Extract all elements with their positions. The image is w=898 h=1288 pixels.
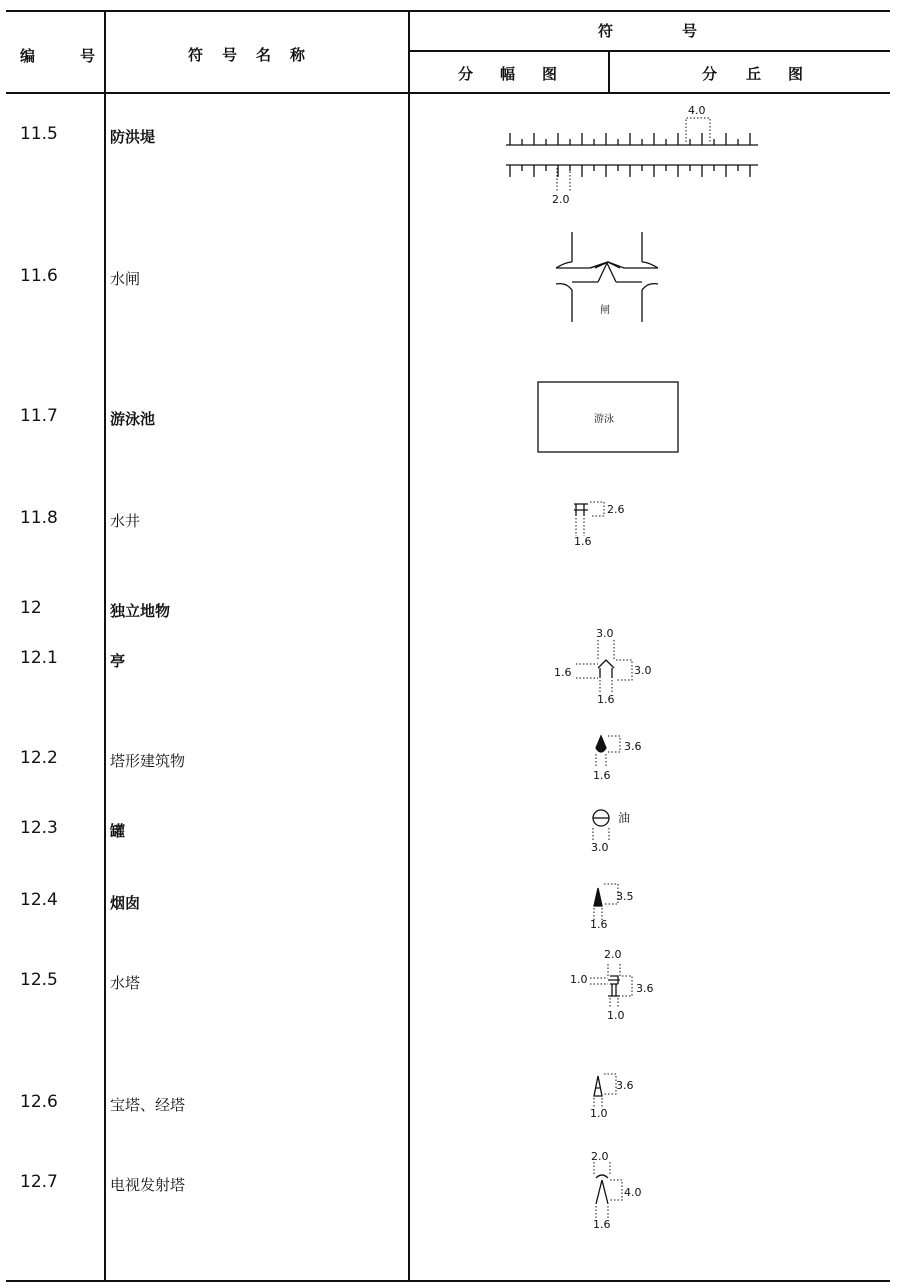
- header-sheet-char-2: 幅: [500, 65, 516, 83]
- header-sheet-char-3: 图: [542, 65, 558, 83]
- pagoda-dim-bottom: 1.0: [590, 1107, 608, 1120]
- row-number-12-5: 12.5: [20, 970, 58, 990]
- well-dim-right: 2.6: [607, 503, 625, 516]
- pavilion-dim-left: 1.6: [554, 666, 572, 679]
- pavilion-symbol: [576, 640, 632, 692]
- dike-symbol: [506, 118, 758, 192]
- row-name-11-6: 水闸: [110, 270, 141, 288]
- chimney-symbol: [594, 884, 618, 920]
- header-hill-char-1: 分: [702, 65, 718, 83]
- tank-symbol: [593, 810, 609, 840]
- header-name-char-3: 名: [256, 46, 272, 64]
- header-hill-char-3: 图: [788, 65, 804, 83]
- water-tower-dim-top: 2.0: [604, 948, 622, 961]
- pool-label: 游泳: [594, 414, 614, 425]
- row-number-12-3: 12.3: [20, 818, 58, 838]
- header-number-char-2: 号: [80, 47, 96, 65]
- dike-bottom-dim: 2.0: [552, 193, 570, 206]
- header-symbol-char-2: 号: [682, 22, 698, 40]
- tv-tower-dim-top: 2.0: [591, 1150, 609, 1163]
- header-hill-char-2: 丘: [746, 65, 762, 83]
- row-name-12-6: 宝塔、经塔: [110, 1096, 186, 1114]
- row-name-12-5: 水塔: [110, 974, 141, 992]
- row-name-11-7: 游泳池: [110, 410, 156, 428]
- row-number-11-8: 11.8: [20, 508, 58, 528]
- row-name-12-2: 塔形建筑物: [110, 752, 186, 770]
- pavilion-dim-top: 3.0: [596, 627, 614, 640]
- water-tower-dim-bottom: 1.0: [607, 1009, 625, 1022]
- pagoda-symbol: [594, 1074, 616, 1108]
- row-number-12-7: 12.7: [20, 1172, 58, 1192]
- pavilion-dim-right: 3.0: [634, 664, 652, 677]
- water-tower-dim-left: 1.0: [570, 973, 588, 986]
- row-name-12-1: 亭: [110, 652, 126, 670]
- tv-tower-dim-bottom: 1.6: [593, 1218, 611, 1231]
- row-number-11-6: 11.6: [20, 266, 58, 286]
- header-number-char-1: 编: [20, 47, 36, 65]
- row-number-12: 12: [20, 598, 42, 618]
- row-number-12-2: 12.2: [20, 748, 58, 768]
- header-symbol-char-1: 符: [598, 22, 614, 40]
- water-tower-symbol: [590, 964, 632, 1008]
- pagoda-dim-right: 3.6: [616, 1079, 634, 1092]
- tower-building-symbol: [596, 736, 620, 768]
- header-name-char-4: 称: [290, 46, 306, 64]
- row-name-12-7: 电视发射塔: [110, 1176, 186, 1194]
- row-number-12-1: 12.1: [20, 648, 58, 668]
- header-name-char-1: 符: [188, 46, 204, 64]
- water-tower-dim-right: 3.6: [636, 982, 654, 995]
- row-name-12: 独立地物: [110, 602, 171, 620]
- pavilion-dim-bottom: 1.6: [597, 693, 615, 706]
- sluice-label: 闸: [600, 305, 610, 316]
- row-number-12-6: 12.6: [20, 1092, 58, 1112]
- row-name-11-5: 防洪堤: [110, 128, 156, 146]
- header-sheet-char-1: 分: [458, 65, 474, 83]
- tv-tower-dim-right: 4.0: [624, 1186, 642, 1199]
- row-name-12-3: 罐: [110, 822, 126, 840]
- well-dim-bottom: 1.6: [574, 535, 592, 548]
- chimney-dim-bottom: 1.6: [590, 918, 608, 931]
- tank-dim-bottom: 3.0: [591, 841, 609, 854]
- chimney-dim-right: 3.5: [616, 890, 634, 903]
- row-number-11-5: 11.5: [20, 124, 58, 144]
- well-symbol: [574, 502, 604, 536]
- row-name-11-8: 水井: [110, 512, 141, 530]
- row-name-12-4: 烟囱: [110, 894, 141, 912]
- dike-top-dim: 4.0: [688, 104, 706, 117]
- tower-dim-right: 3.6: [624, 740, 642, 753]
- tower-dim-bottom: 1.6: [593, 769, 611, 782]
- row-number-11-7: 11.7: [20, 406, 58, 426]
- tv-tower-symbol: [594, 1162, 622, 1218]
- tank-label: 油: [618, 811, 631, 825]
- row-number-12-4: 12.4: [20, 890, 58, 910]
- header-name-char-2: 号: [222, 46, 238, 64]
